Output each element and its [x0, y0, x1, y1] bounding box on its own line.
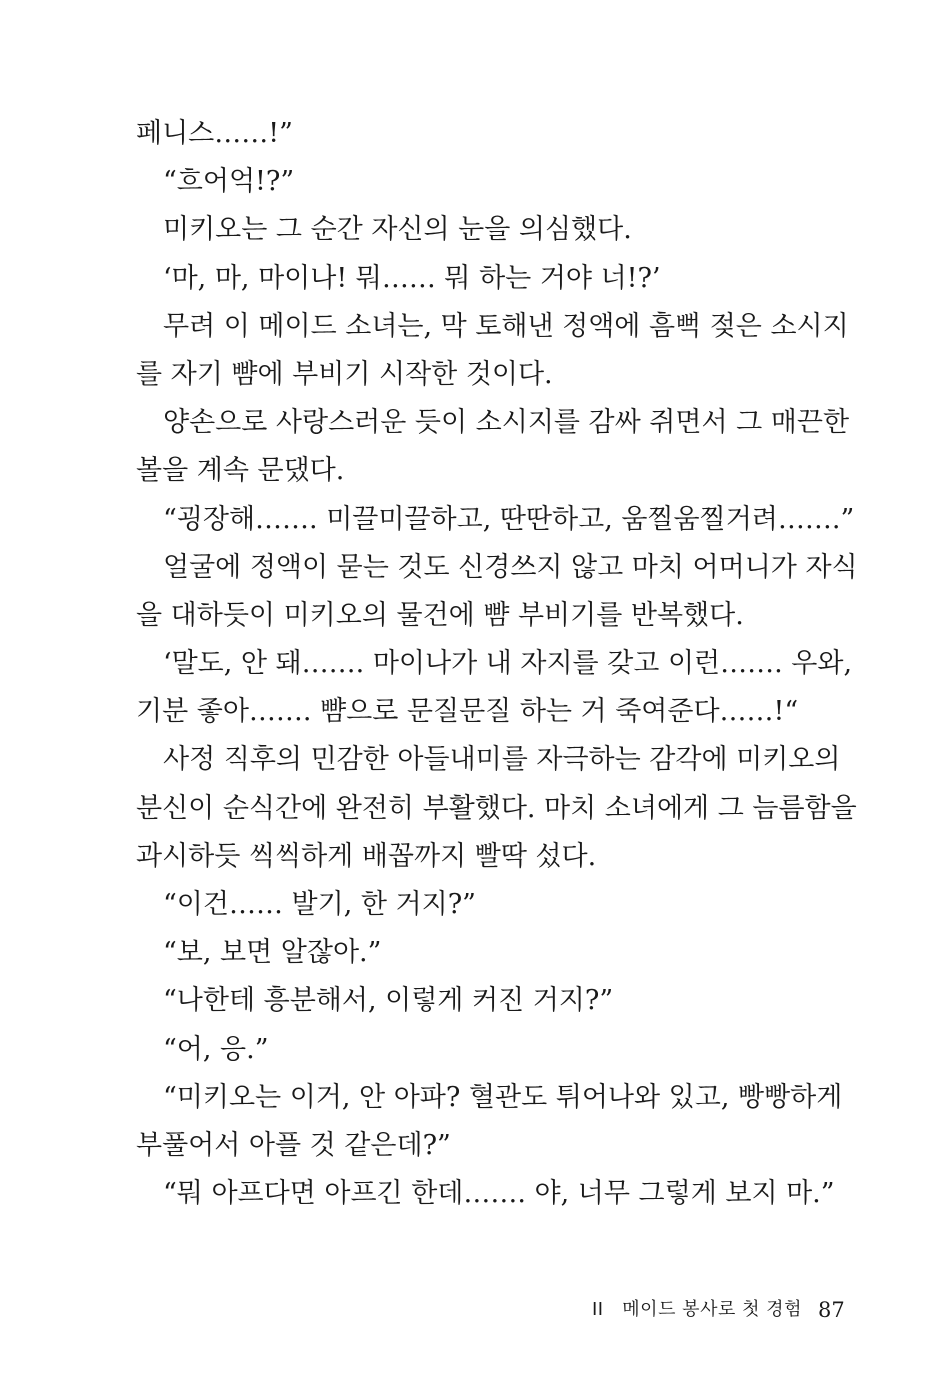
text-line-15: 분신이 순식간에 완전히 부활했다. 마치 소녀에게 그 늠름함을 — [136, 792, 857, 824]
text-line-17: “이건…… 발기, 한 거지?” — [163, 889, 476, 920]
text-line-16: 과시하듯 씩씩하게 배꼽까지 빨딱 섰다. — [136, 840, 597, 872]
text-line-14: 사정 직후의 민감한 아들내미를 자극하는 감각에 미키오의 — [163, 744, 841, 776]
text-line-2: “흐어억!?” — [163, 166, 295, 198]
text-line-23: “뭐 아프다면 아프긴 한데……. 야, 너무 그렇게 보지 마.” — [163, 1178, 835, 1210]
text-line-5: 무려 이 메이드 소녀는, 막 토해낸 정액에 흠뻑 젖은 소시지 — [163, 310, 849, 342]
text-line-18: “보, 보면 알잖아.” — [163, 937, 382, 969]
text-line-6: 를 자기 뺨에 부비기 시작한 것이다. — [136, 358, 553, 390]
text-line-12: ‘말도, 안 돼……. 마이나가 내 자지를 갖고 이런……. 우와, — [163, 648, 853, 680]
page-number: 87 — [818, 1298, 845, 1322]
chapter-mark: II — [592, 1299, 604, 1320]
text-line-22: 부풀어서 아플 것 같은데?” — [136, 1129, 451, 1161]
text-line-4: ‘마, 마, 마이나! 뭐…… 뭐 하는 거야 너!?’ — [163, 262, 661, 294]
running-title — [592, 1290, 802, 1330]
text-line-21: “미키오는 이거, 안 아파? 혈관도 튀어나와 있고, 빵빵하게 — [163, 1081, 843, 1113]
text-line-8: 볼을 계속 문댔다. — [136, 455, 345, 487]
text-line-9: “굉장해……. 미끌미끌하고, 딴딴하고, 움찔움찔거려…….” — [163, 503, 855, 535]
page-body — [136, 110, 858, 1218]
text-line-3: 미키오는 그 순간 자신의 눈을 의심했다. — [163, 214, 632, 246]
text-line-13: 기분 좋아……. 뺨으로 문질문질 하는 거 죽여준다……!“ — [136, 696, 799, 728]
text-line-19: “나한테 흥분해서, 이렇게 커진 거지?” — [163, 985, 614, 1017]
text-line-10: 얼굴에 정액이 묻는 것도 신경쓰지 않고 마치 어머니가 자식 — [163, 551, 858, 583]
chapter-title: 메이드 봉사로 첫 경험 — [622, 1299, 802, 1320]
page-footer — [560, 1290, 850, 1330]
text-line-1: 페니스……!” — [136, 118, 293, 149]
text-line-7: 양손으로 사랑스러운 듯이 소시지를 감싸 쥐면서 그 매끈한 — [163, 407, 850, 439]
text-line-11: 을 대하듯이 미키오의 물건에 뺨 부비기를 반복했다. — [136, 599, 744, 631]
text-line-20: “어, 응.” — [163, 1033, 269, 1065]
